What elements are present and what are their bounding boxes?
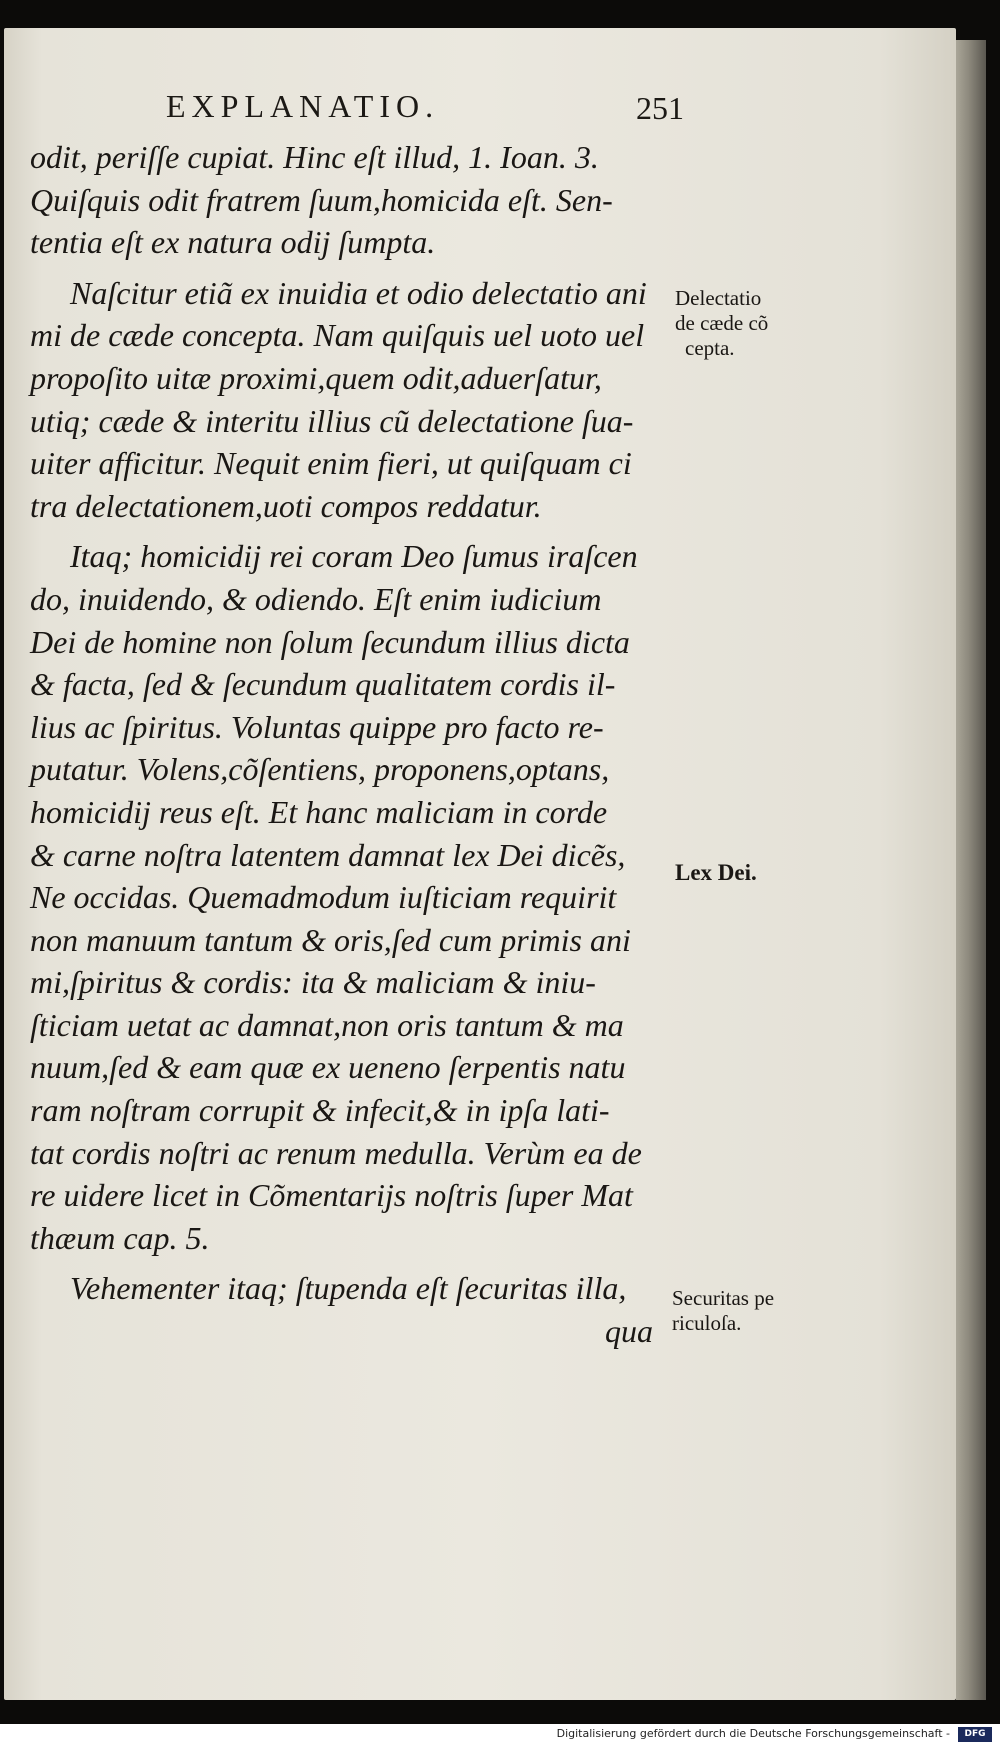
text-line: mi de cæde concepta. Nam quiſquis uel uoto uel	[30, 317, 645, 354]
text-line: Naſcitur etiã ex inuidia et odio delectatio ani	[70, 274, 647, 311]
dfg-logo: DFG	[958, 1727, 992, 1742]
margin-note-lex-dei: Lex Dei.	[675, 860, 757, 885]
catchword: qua	[605, 1313, 653, 1350]
text-line: re uidere licet in Cõmentarijs noſtris ſuper Mat	[30, 1177, 633, 1214]
text-line: odit, periſſe cupiat. Hinc eſt illud, 1. Ioan. 3.	[30, 139, 599, 175]
text-line: putatur. Volens,cõſentiens, proponens,optans,	[30, 751, 610, 788]
body-text	[30, 136, 680, 1353]
margin-note-securitas	[672, 1286, 774, 1336]
margin-note-line: Delectatio	[675, 286, 762, 310]
text-line: tentia eſt ex natura odij ſumpta.	[30, 224, 436, 261]
text-line: Quiſquis odit fratrem ſuum,homicida eſt. Sen-	[30, 181, 613, 218]
text-line: thæum cap. 5.	[30, 1219, 210, 1256]
text-line: & facta, ſed & ſecundum qualitatem cordis il-	[30, 666, 616, 703]
text-line: ram noſtram corrupit & infecit,& in ipſa lati-	[30, 1092, 610, 1129]
margin-note-line: de cæde cõ	[675, 311, 769, 335]
text-line: homicidij reus eſt. Et hanc maliciam in corde	[30, 793, 608, 830]
text-line: non manuum tantum & oris,ſed cum primis ani	[30, 921, 631, 958]
text-line: do, inuidendo, & odiendo. Eſt enim iudicium	[30, 580, 602, 617]
text-line: tat cordis noſtri ac renum medulla. Verùm ea de	[30, 1134, 642, 1171]
text-line: tra delectationem,uoti compos reddatur.	[30, 487, 542, 524]
page-number: 251	[636, 90, 684, 126]
text-line: Vehementer itaq; ſtupenda eſt ſecuritas illa,	[70, 1270, 627, 1307]
text-line: utiq; cæde & interitu illius cũ delectatione ſua-	[30, 402, 634, 439]
text-line: ſticiam uetat ac damnat,non oris tantum & ma	[30, 1006, 624, 1043]
page-edge	[956, 40, 986, 1700]
text-line: & carne noſtra latentem damnat lex Dei dicẽs,	[30, 836, 626, 873]
text-line: mi,ſpiritus & cordis: ita & maliciam & iniu-	[30, 964, 596, 1001]
text-line: Ne occidas. Quemadmodum iuſticiam requirit	[30, 879, 617, 916]
text-line: uiter afficitur. Nequit enim fieri, ut quiſquam ci	[30, 445, 632, 482]
margin-note-delectatio	[675, 286, 768, 361]
text-line: propoſito uitæ proximi,quem odit,aduerſatur,	[30, 359, 602, 396]
margin-note-line: cepta.	[685, 336, 735, 360]
text-line: Itaq; homicidij rei coram Deo ſumus iraſcen	[70, 538, 638, 575]
margin-note-line: riculoſa.	[672, 1311, 742, 1335]
text-line: nuum,ſed & eam quæ ex ueneno ſerpentis natu	[30, 1049, 626, 1086]
running-head: EXPLANATIO.	[166, 88, 440, 124]
footer-credit: Digitalisierung gefördert durch die Deutsche Forschungsgemeinschaft -	[556, 1727, 950, 1740]
text-line: lius ac ſpiritus. Voluntas quippe pro facto re-	[30, 708, 604, 745]
margin-note-line: Securitas pe	[672, 1286, 775, 1310]
text-line: Dei de homine non ſolum ſecundum illius dicta	[30, 623, 630, 660]
